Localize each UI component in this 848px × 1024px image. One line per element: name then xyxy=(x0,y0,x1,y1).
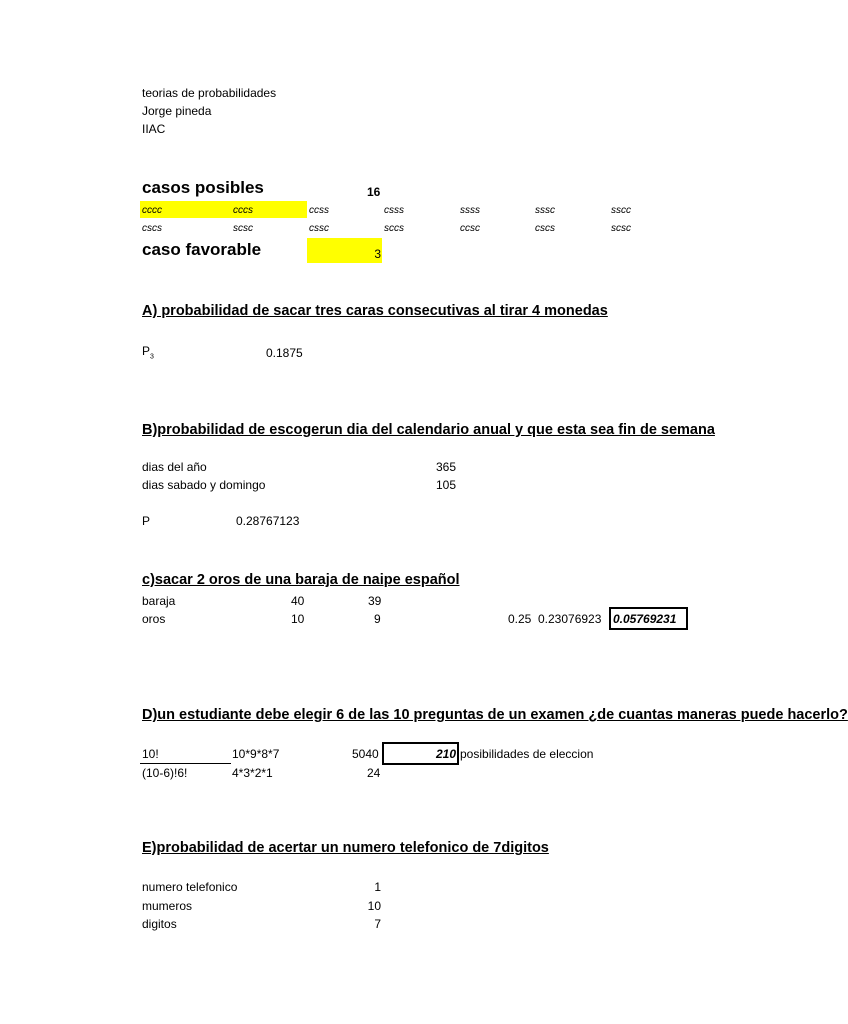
section-a-heading: A) probabilidad de sacar tres caras consecutivas al tirar 4 monedas xyxy=(142,303,608,319)
outcome-cell: ccsc xyxy=(460,223,480,234)
section-a-p-value: 0.1875 xyxy=(266,346,303,360)
outcome-cell: cscs xyxy=(535,223,555,234)
outcome-cell: scsc xyxy=(611,223,631,234)
numbers-value: 10 xyxy=(367,899,381,913)
numerator-label: 10! xyxy=(142,747,159,761)
numerator-expr: 10*9*8*7 xyxy=(232,747,280,761)
phone-value: 1 xyxy=(374,880,381,894)
days-value: 365 xyxy=(436,460,457,474)
fraction-line xyxy=(140,763,231,764)
outcome-cell: csss xyxy=(384,205,404,216)
doc-course: IIAC xyxy=(142,122,166,136)
section-e-heading: E)probabilidad de acertar un numero telefonico de 7digitos xyxy=(142,840,549,856)
outcome-cell: cscs xyxy=(142,223,162,234)
p-letter: P xyxy=(142,344,151,358)
outcome-cell: sssc xyxy=(535,205,555,216)
doc-title: teorias de probabilidades xyxy=(142,86,277,100)
denominator-expr: 4*3*2*1 xyxy=(232,766,273,780)
section-c-result: 0.05769231 xyxy=(613,612,677,626)
prob-first-draw: 0.25 xyxy=(508,612,532,626)
outcome-cell: cccc xyxy=(142,205,162,216)
denominator-value: 24 xyxy=(367,766,381,780)
section-b-p-label: P xyxy=(142,514,151,528)
caso-favorable-value: 3 xyxy=(374,247,381,261)
weekend-label: dias sabado y domingo xyxy=(142,478,266,492)
result-description: posibilidades de eleccion xyxy=(460,747,594,761)
digits-value: 7 xyxy=(374,917,381,931)
casos-posibles-value: 16 xyxy=(367,185,381,199)
section-c-heading: c)sacar 2 oros de una baraja de naipe español xyxy=(142,572,460,588)
doc-author: Jorge pineda xyxy=(142,104,212,118)
denominator-label: (10-6)!6! xyxy=(142,766,188,780)
outcome-cell: ccss xyxy=(309,205,329,216)
section-b-heading: B)probabilidad de escogerun dia del calendario anual y que esta sea fin de semana xyxy=(142,422,715,438)
outcome-cell: scsc xyxy=(233,223,253,234)
oros-value-2: 9 xyxy=(374,612,381,626)
p-subscript: 3 xyxy=(150,353,154,361)
phone-label: numero telefonico xyxy=(142,880,238,894)
baraja-value-1: 40 xyxy=(291,594,305,608)
numerator-value: 5040 xyxy=(352,747,379,761)
highlight-cell-row1 xyxy=(140,201,307,218)
outcome-cell: cssc xyxy=(309,223,329,234)
weekend-value: 105 xyxy=(436,478,457,492)
baraja-value-2: 39 xyxy=(368,594,382,608)
prob-second-draw: 0.23076923 xyxy=(538,612,602,626)
outcome-cell: sccs xyxy=(384,223,404,234)
days-label: dias del año xyxy=(142,460,207,474)
section-a-p-label xyxy=(142,343,154,365)
outcome-cell: ssss xyxy=(460,205,480,216)
section-d-result: 210 xyxy=(435,747,456,761)
section-d-heading: D)un estudiante debe elegir 6 de las 10 preguntas de un examen ¿de cuantas maneras puede hacerlo? xyxy=(142,707,848,723)
baraja-label: baraja xyxy=(142,594,176,608)
section-b-p-value: 0.28767123 xyxy=(236,514,300,528)
outcome-cell: cccs xyxy=(233,205,253,216)
casos-posibles-label: casos posibles xyxy=(142,178,264,197)
caso-favorable-label: caso favorable xyxy=(142,240,262,259)
oros-label: oros xyxy=(142,612,166,626)
digits-label: digitos xyxy=(142,917,177,931)
oros-value-1: 10 xyxy=(291,612,305,626)
outcome-cell: sscc xyxy=(611,205,631,216)
numbers-label: mumeros xyxy=(142,899,193,913)
